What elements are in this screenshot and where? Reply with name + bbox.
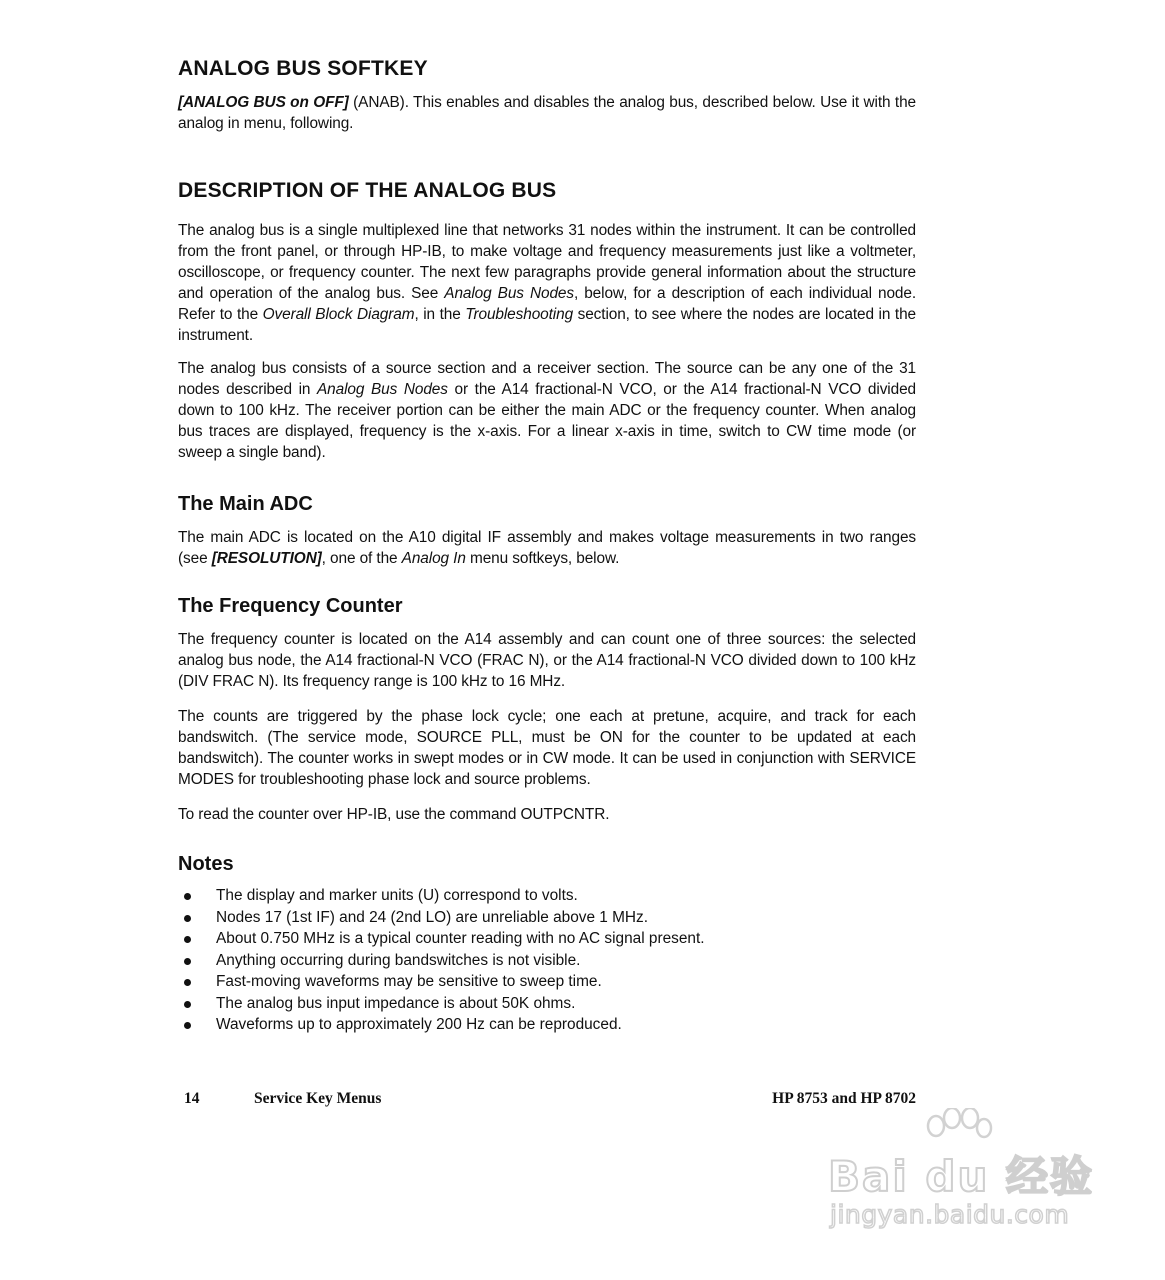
- resolution-softkey-label: [RESOLUTION]: [211, 550, 322, 567]
- reference-analog-bus-nodes: Analog Bus Nodes: [317, 381, 448, 398]
- baidu-watermark: [828, 1108, 1098, 1233]
- watermark-url: jingyan.baidu.com: [830, 1200, 1070, 1229]
- description-paragraph-1: [178, 220, 916, 346]
- bullet-icon: [184, 1001, 191, 1008]
- page-footer: [184, 1090, 916, 1112]
- text-run: , in the: [414, 306, 466, 323]
- softkey-paragraph: [178, 92, 916, 134]
- bullet-icon: [184, 979, 191, 986]
- reference-analog-bus-nodes: Analog Bus Nodes: [444, 285, 574, 302]
- document-page: [178, 56, 916, 1036]
- reference-overall-block-diagram: Overall Block Diagram: [262, 306, 415, 323]
- note-text: The analog bus input impedance is about 50K ohms.: [216, 994, 576, 1012]
- reference-analog-in: Analog In: [401, 550, 466, 567]
- reference-troubleshooting: Troubleshooting: [465, 306, 574, 323]
- list-item: [178, 885, 916, 907]
- frequency-counter-paragraph-2: The counts are triggered by the phase lock cycle; one each at pretune, acquire, and track for each bandswitch. (The service mode, SOURCE PLL, must be ON for the counter to be updated at each bandswitch). The counter works in swept modes or in CW mode. It can be used in conjunction with SERVICE MODES for troubleshooting phase lock and source problems.: [178, 708, 916, 788]
- text-run: The analog bus consists of a source section and a receiver section. The source can be any one of the 31 nodes described in: [178, 360, 916, 398]
- list-item: [178, 1014, 916, 1036]
- text-run: The analog bus is a single multiplexed line that networks 31 nodes within the instrument. It can be controlled from the front panel, or through HP-IB, to make voltage and frequency measurements just like a voltmeter, oscilloscope, or frequency counter. The next few paragraphs provide general information about the structure and operation of the analog bus. See: [178, 222, 916, 302]
- text-run: , below, for a description of each individual node. Refer to the: [178, 285, 916, 323]
- note-text: Nodes 17 (1st IF) and 24 (2nd LO) are unreliable above 1 MHz.: [216, 908, 649, 926]
- note-text: About 0.750 MHz is a typical counter reading with no AC signal present.: [216, 930, 705, 947]
- footer-product-name: HP 8753 and HP 8702: [772, 1090, 916, 1107]
- notes-heading: Notes: [178, 853, 234, 875]
- softkey-text: (ANAB). This enables and disables the analog bus, described below. Use it with the analog in menu, following.: [178, 94, 917, 132]
- bullet-icon: [184, 915, 191, 922]
- note-text: Anything occurring during bandswitches is not visible.: [216, 951, 581, 969]
- bullet-icon: [184, 893, 191, 900]
- main-adc-paragraph: [178, 527, 916, 569]
- list-item: [178, 907, 916, 929]
- list-item: [178, 928, 916, 950]
- page-number: 14: [184, 1090, 200, 1107]
- list-item: [178, 971, 916, 993]
- notes-list: [178, 885, 916, 1036]
- frequency-counter-heading: The Frequency Counter: [178, 595, 403, 617]
- footer-section-title: Service Key Menus: [254, 1090, 382, 1107]
- text-run: menu softkeys, below.: [465, 550, 620, 567]
- main-adc-heading: The Main ADC: [178, 493, 313, 515]
- watermark-logo: Bai du 经验: [828, 1152, 1094, 1201]
- softkey-heading: ANALOG BUS SOFTKEY: [178, 57, 428, 80]
- description-heading: DESCRIPTION OF THE ANALOG BUS: [178, 179, 557, 202]
- text-run: section, to see where the nodes are located in the instrument.: [178, 306, 916, 344]
- frequency-counter-paragraph-3: To read the counter over HP-IB, use the command OUTPCNTR.: [178, 806, 610, 823]
- note-text: Waveforms up to approximately 200 Hz can be reproduced.: [216, 1016, 622, 1033]
- bullet-icon: [184, 958, 191, 965]
- text-run: , one of the: [321, 550, 402, 567]
- note-text: The display and marker units (U) correspond to volts.: [216, 887, 578, 904]
- text-run: or the A14 fractional-N VCO, or the A14 fractional-N VCO divided down to 100 kHz. The receiver portion can be either the main ADC or the frequency counter. When analog bus traces are displayed, frequency is the x-axis. For a linear x-axis in time, switch to CW time mode (or sweep a single band).: [178, 381, 916, 461]
- text-run: The main ADC is located on the A10 digital IF assembly and makes voltage measurements in two ranges (see: [178, 529, 916, 567]
- description-paragraph-2: [178, 358, 916, 463]
- list-item: [178, 950, 916, 972]
- note-text: Fast-moving waveforms may be sensitive to sweep time.: [216, 973, 602, 990]
- list-item: [178, 993, 916, 1015]
- analog-bus-softkey-label: [ANALOG BUS on OFF]: [178, 94, 349, 111]
- frequency-counter-paragraph-1: The frequency counter is located on the A14 assembly and can count one of three sources: the selected analog bus node, the A14 fractional-N VCO (FRAC N), or the A14 fractional-N VCO divided down to 100 kHz (DIV FRAC N). Its frequency range is 100 kHz to 16 MHz.: [178, 631, 916, 690]
- bullet-icon: [184, 1022, 191, 1029]
- bullet-icon: [184, 936, 191, 943]
